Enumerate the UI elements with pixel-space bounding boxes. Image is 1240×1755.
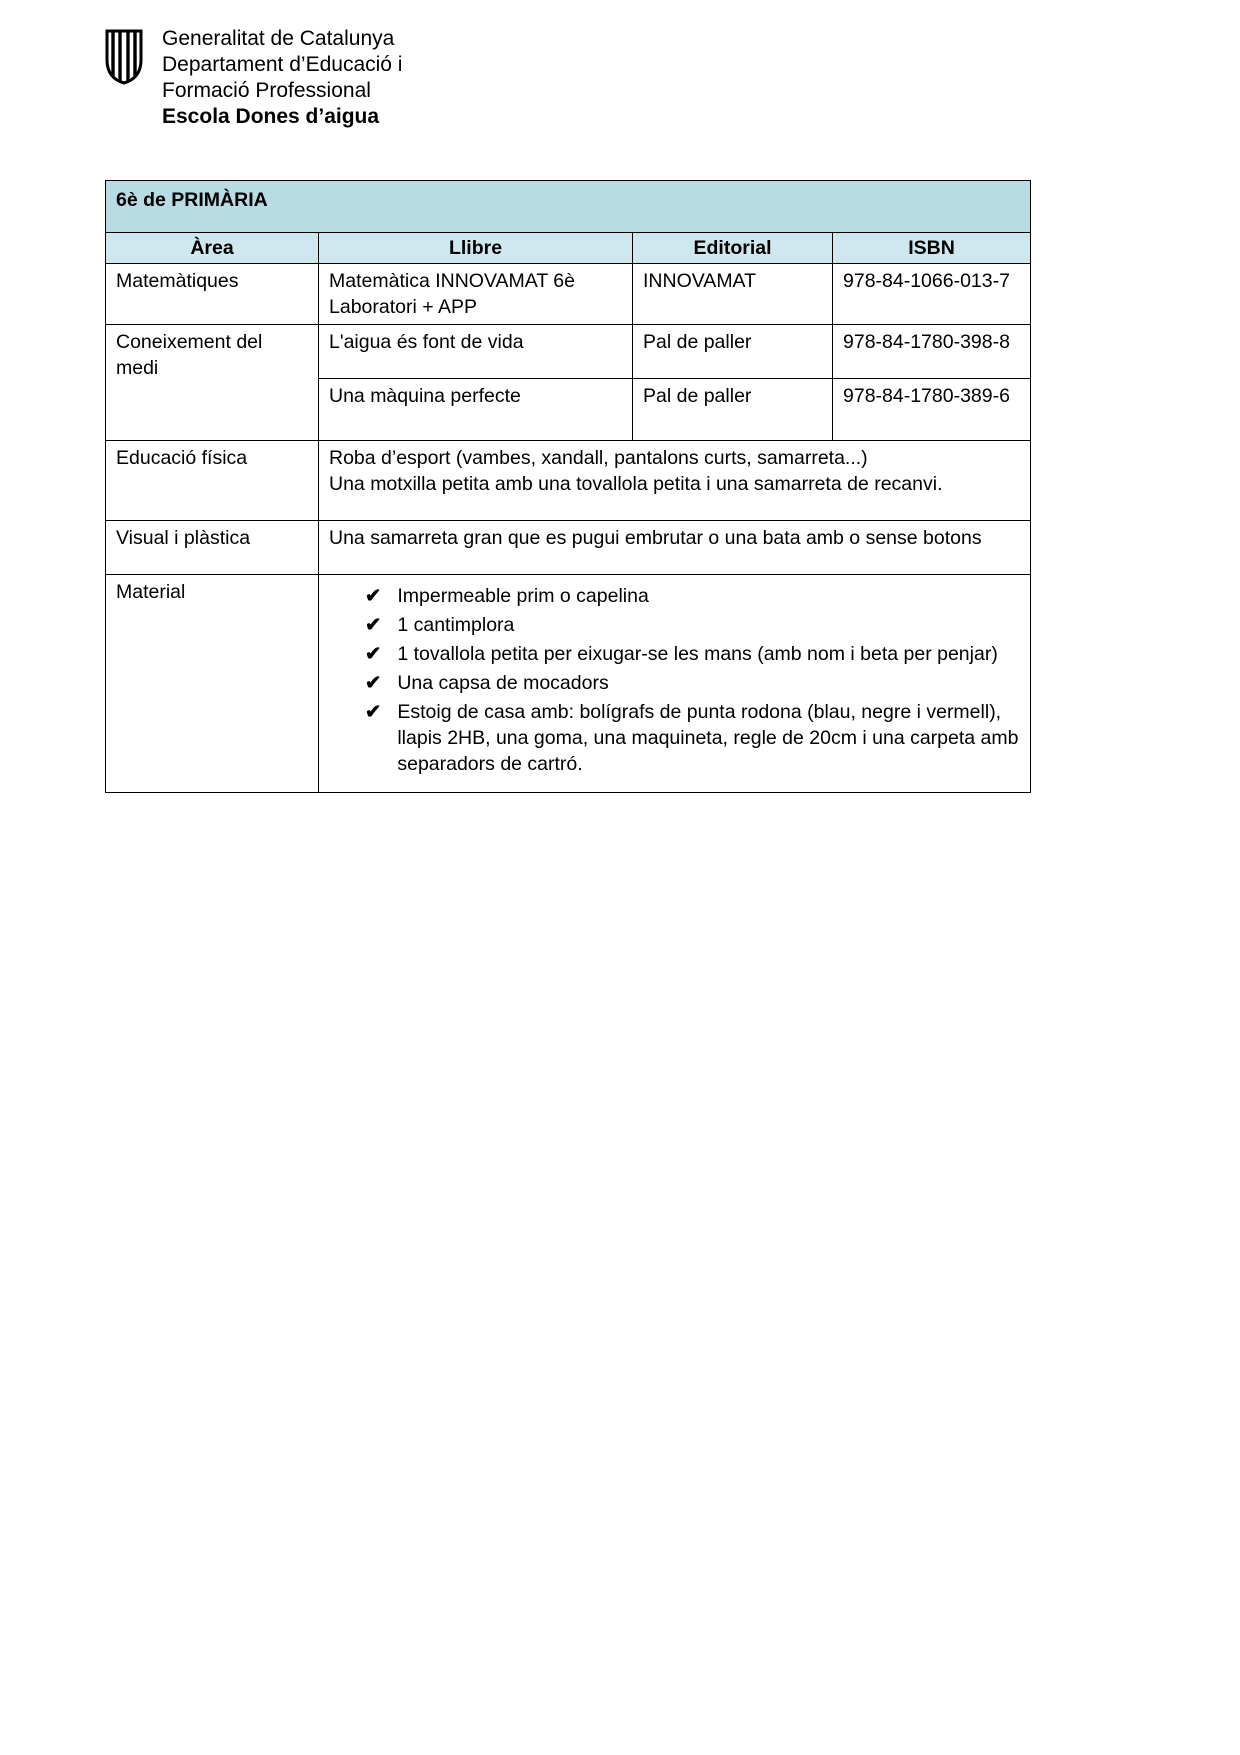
material-item-text: Impermeable prim o capelina [397,585,649,607]
area-visual-plastica: Visual i plàstica [106,521,319,575]
list-item [365,612,1020,638]
table-row [106,325,1031,379]
area-matematiques: Matemàtiques [106,264,319,325]
material-item-text: Una capsa de mocadors [397,672,609,694]
isbn-aigua: 978-84-1780-398-8 [833,325,1031,379]
isbn-maquina: 978-84-1780-389-6 [833,379,1031,441]
area-coneixement-medi: Coneixement del medi [106,325,319,441]
column-header-llibre: Llibre [319,233,633,264]
booklist-table [105,180,1031,793]
material-item-text: 1 tovallola petita per eixugar-se les mans (amb nom i beta per penjar) [397,643,998,665]
org-line-3: Formació Professional [162,79,371,102]
table-title-row [106,181,1031,233]
check-icon: ✔ [365,585,382,607]
check-icon: ✔ [365,672,382,694]
isbn-matematiques: 978-84-1066-013-7 [833,264,1031,325]
area-educacio-fisica: Educació física [106,441,319,521]
list-item [365,583,1020,609]
column-header-area: Àrea [106,233,319,264]
llibre-aigua: L'aigua és font de vida [319,325,633,379]
column-header-isbn: ISBN [833,233,1031,264]
material-checklist [329,583,1020,777]
llibre-maquina: Una màquina perfecte [319,379,633,441]
list-item [365,641,1020,667]
generalitat-shield-icon [104,26,146,91]
editorial-matematiques: INNOVAMAT [633,264,833,325]
table-row [106,264,1031,325]
letterhead [104,26,402,130]
table-header-row [106,233,1031,264]
letterhead-text [162,26,402,130]
list-item [365,699,1020,777]
educacio-fisica-text [319,441,1031,521]
educacio-fisica-line-1: Roba d’esport (vambes, xandall, pantalons curts, samarreta...) [329,447,868,469]
table-row [106,521,1031,575]
org-line-2: Departament d’Educació i [162,53,403,76]
table-title: 6è de PRIMÀRIA [106,181,1031,233]
editorial-aigua: Pal de paller [633,325,833,379]
area-material: Material [106,575,319,793]
check-icon: ✔ [365,643,382,665]
check-icon: ✔ [365,701,382,723]
school-name: Escola Dones d’aigua [162,105,380,128]
check-icon: ✔ [365,614,382,636]
list-item [365,670,1020,696]
table-row [106,441,1031,521]
column-header-editorial: Editorial [633,233,833,264]
material-cell [319,575,1031,793]
material-item-text: Estoig de casa amb: bolígrafs de punta rodona (blau, negre i vermell), llapis 2HB, una goma, una maquineta, regle de 20cm i una carpeta amb separadors de cartró. [397,701,1019,775]
visual-plastica-text: Una samarreta gran que es pugui embrutar o una bata amb o sense botons [319,521,1031,575]
table-row [106,575,1031,793]
editorial-maquina: Pal de paller [633,379,833,441]
llibre-matematiques: Matemàtica INNOVAMAT 6è Laboratori + APP [319,264,633,325]
material-item-text: 1 cantimplora [397,614,515,636]
org-line-1: Generalitat de Catalunya [162,27,395,50]
educacio-fisica-line-2: Una motxilla petita amb una tovallola petita i una samarreta de recanvi. [329,473,943,495]
